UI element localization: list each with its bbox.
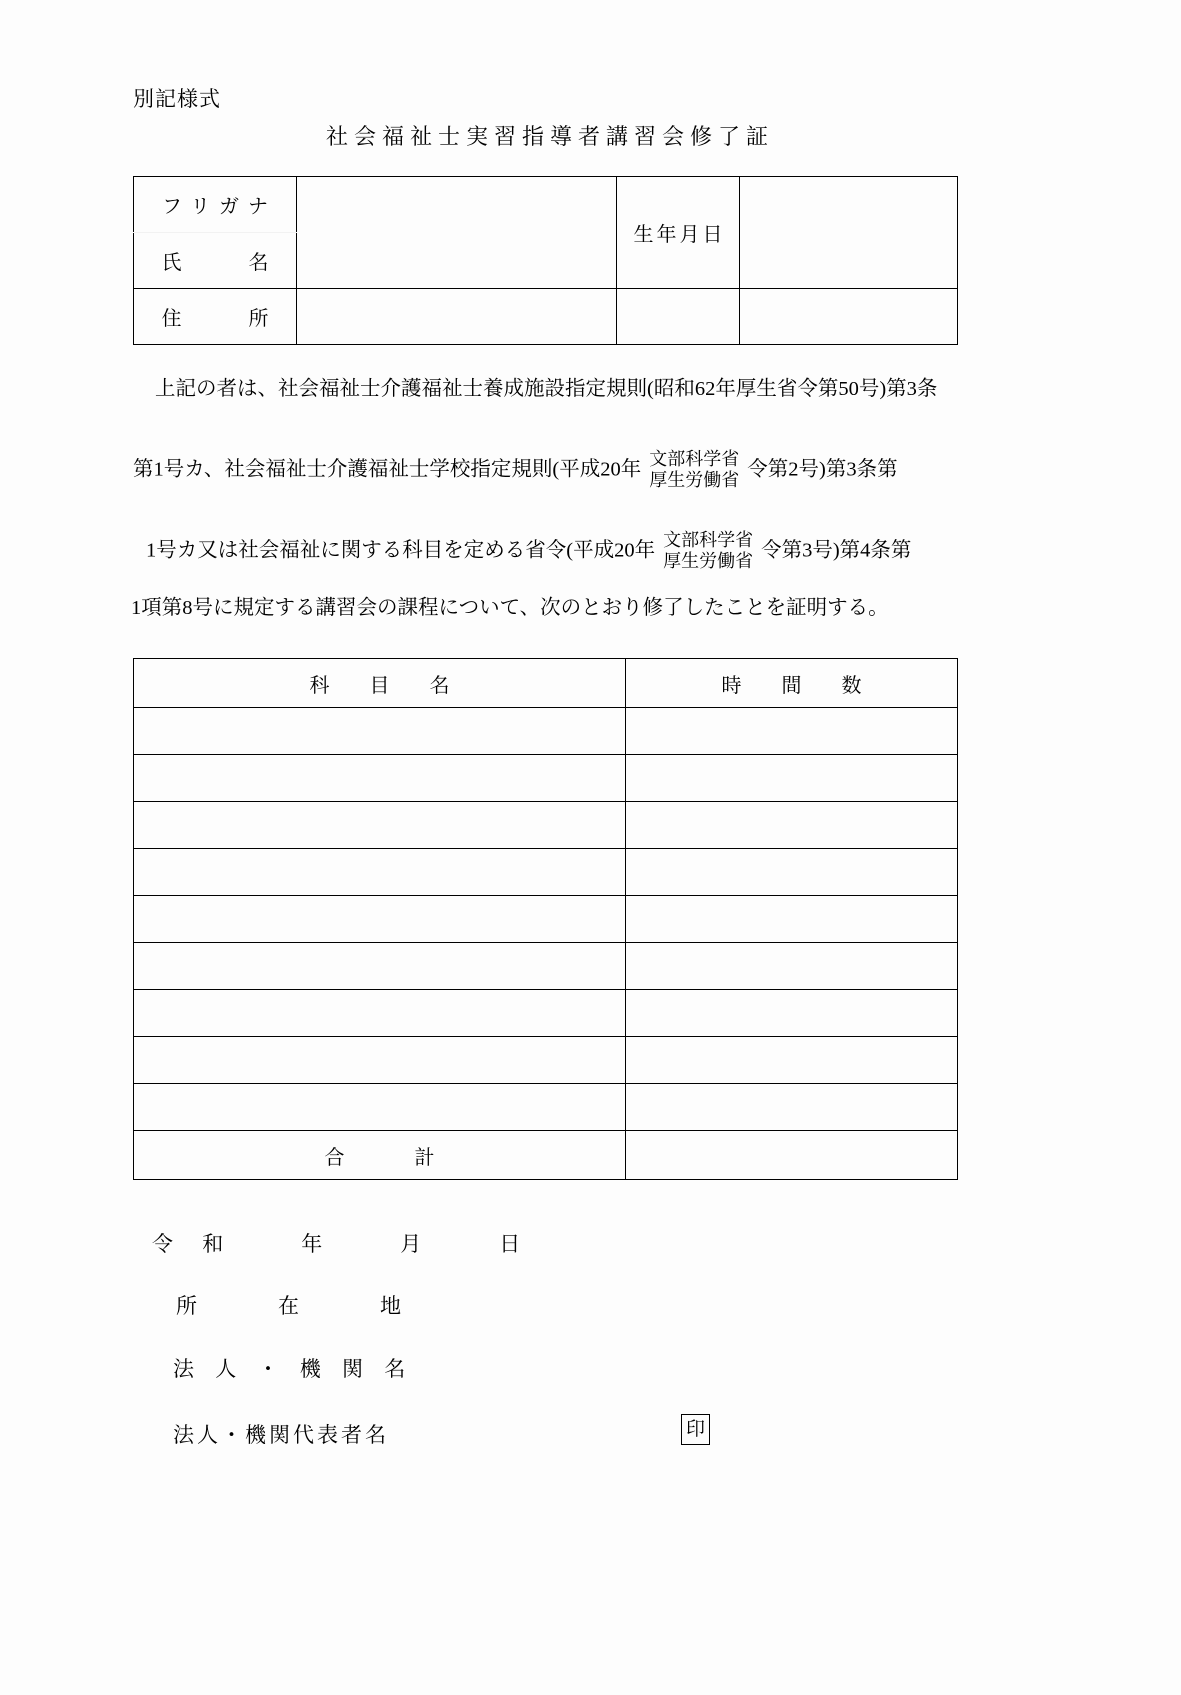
issuer-organization-label[interactable]: 法 人 ・ 機 関 名 [173,1357,414,1381]
table-row [134,1037,958,1084]
hours-cell[interactable] [626,896,958,943]
hours-cell[interactable] [626,802,958,849]
ministry-mext-2: 文部科学省 [663,530,754,550]
form-code-label: 別記様式 [133,87,221,111]
address-value-cell[interactable] [297,289,617,345]
subject-cell[interactable] [134,802,626,849]
ministry-mhlw-1: 厚生労働省 [649,469,740,490]
subject-cell[interactable] [134,708,626,755]
table-total-row [134,1131,958,1180]
seal-stamp-icon: 印 [681,1414,710,1445]
birthdate-label: 生年月日 [617,177,740,289]
body-line-2-pre: 第1号カ、社会福祉士介護福祉士学校指定規則(平成20年 [133,458,642,481]
address-label: 住 所 [134,289,297,345]
total-hours-cell[interactable] [626,1131,958,1180]
ministry-mext-1: 文部科学省 [649,449,740,469]
furigana-label: フリガナ [134,177,297,233]
subject-cell[interactable] [134,1084,626,1131]
name-label: 氏 名 [134,233,297,289]
issue-date-line[interactable]: 令 和 年 月 日 [152,1232,533,1256]
table-row [134,289,958,345]
subject-cell[interactable] [134,896,626,943]
table-row [134,896,958,943]
body-line-3 [146,531,911,572]
table-header-row [134,659,958,708]
subject-cell[interactable] [134,849,626,896]
table-row [134,708,958,755]
issuer-address-label[interactable]: 所 在 地 [176,1294,431,1318]
table-row [134,1084,958,1131]
subject-cell[interactable] [134,755,626,802]
subject-cell[interactable] [134,943,626,990]
birthdate-value-cell[interactable] [740,177,958,289]
subject-cell[interactable] [134,990,626,1037]
hours-cell[interactable] [626,755,958,802]
hours-cell[interactable] [626,849,958,896]
body-line-2 [133,450,898,491]
hours-cell[interactable] [626,943,958,990]
table-row [134,849,958,896]
name-value-cell[interactable] [297,177,617,289]
address-right-cell[interactable] [740,289,958,345]
subject-cell[interactable] [134,1037,626,1084]
personal-info-table [133,176,958,345]
body-line-3-pre: 1号カ又は社会福祉に関する科目を定める省令(平成20年 [146,539,656,562]
hours-cell[interactable] [626,990,958,1037]
issuer-representative-label[interactable]: 法人・機関代表者名 [173,1423,389,1447]
hours-cell[interactable] [626,1037,958,1084]
table-row [134,990,958,1037]
ministry-stack-2 [663,530,753,571]
subject-hours-table [133,658,958,1180]
body-line-2-post: 令第2号)第3条第 [747,458,898,481]
table-row [134,802,958,849]
hours-cell[interactable] [626,708,958,755]
table-row [134,755,958,802]
body-line-4: 1項第8号に規定する講習会の課程について、次のとおり修了したことを証明する。 [131,597,889,619]
column-header-subject: 科 目 名 [134,659,626,708]
body-line-1: 上記の者は、社会福祉士介護福祉士養成施設指定規則(昭和62年厚生省令第50号)第3条 [155,378,938,400]
body-line-3-post: 令第3号)第4条第 [761,539,912,562]
total-label: 合 計 [134,1131,626,1180]
hours-cell[interactable] [626,1084,958,1131]
ministry-stack-1 [649,449,739,490]
table-row [134,177,958,233]
page-title: 社会福祉士実習指導者講習会修了証 [325,124,774,149]
column-header-hours: 時 間 数 [626,659,958,708]
ministry-mhlw-2: 厚生労働省 [663,550,754,571]
address-mid-cell[interactable] [617,289,740,345]
table-row [134,943,958,990]
